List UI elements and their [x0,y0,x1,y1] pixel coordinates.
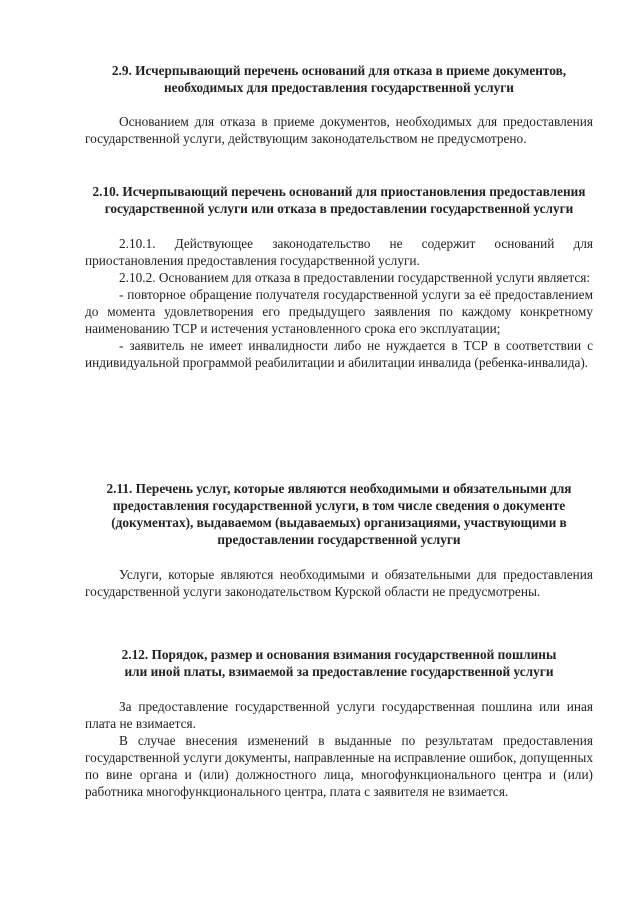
section-paragraph: За предоставление государственной услуги государственная пошлина или иная плата не взимается. [85,699,593,731]
section-2-10 [85,183,593,371]
section-heading: 2.10. Исчерпывающий перечень оснований для приостановления предоставления государственной услуги или отказа в предоставлении государственной услуги [92,184,586,216]
section-paragraph: Услуги, которые являются необходимыми и обязательными для предоставления государственной услуги законодательством Курской области не предусмотрены. [85,567,593,599]
section-2-9 [85,62,593,147]
section-2-12 [85,646,593,800]
section-2-11 [85,480,593,600]
section-heading: 2.12. Порядок, размер и основания взимания государственной пошлины или иной платы, взимаемой за предоставление государственной услуги [121,647,557,679]
section-paragraph: 2.10.1. Действующее законодательство не содержит оснований для приостановления предоставления государственной услуги. [85,236,593,268]
section-paragraph: В случае внесения изменений в выданные по результатам предоставления государственной услуги документы, направленные на исправление ошибок, допущенных по вине органа и (или) должностного лица, многофункционального центра и (или) работника многофункционального центра, плата с заявителя не взимается. [85,733,593,799]
section-list-item: - повторное обращение получателя государственной услуги за её предоставлением до момента удовлетворения его предыдущего заявления по каждому конкретному наименованию ТСР и истечения установленного срока его эксплуатации; [85,287,593,336]
section-heading: 2.9. Исчерпывающий перечень оснований для отказа в приеме документов, необходимых для предоставления государственной услуги [111,63,567,95]
section-paragraph: Основанием для отказа в приеме документов, необходимых для предоставления государственной услуги, действующим законодательством не предусмотрено. [85,114,593,146]
section-paragraph: 2.10.2. Основанием для отказа в предоставлении государственной услуги является: [119,270,591,285]
section-heading: 2.11. Перечень услуг, которые являются необходимыми и обязательными для предоставления государственной услуги, в том числе сведения о документе (документах), выдаваемом (выдаваемых) организациями, участвующими в предоставлении государственной услуги [106,481,572,547]
section-list-item: - заявитель не имеет инвалидности либо не нуждается в ТСР в соответствии с индивидуальной программой реабилитации и абилитации инвалида (ребенка-инвалида). [85,338,593,370]
